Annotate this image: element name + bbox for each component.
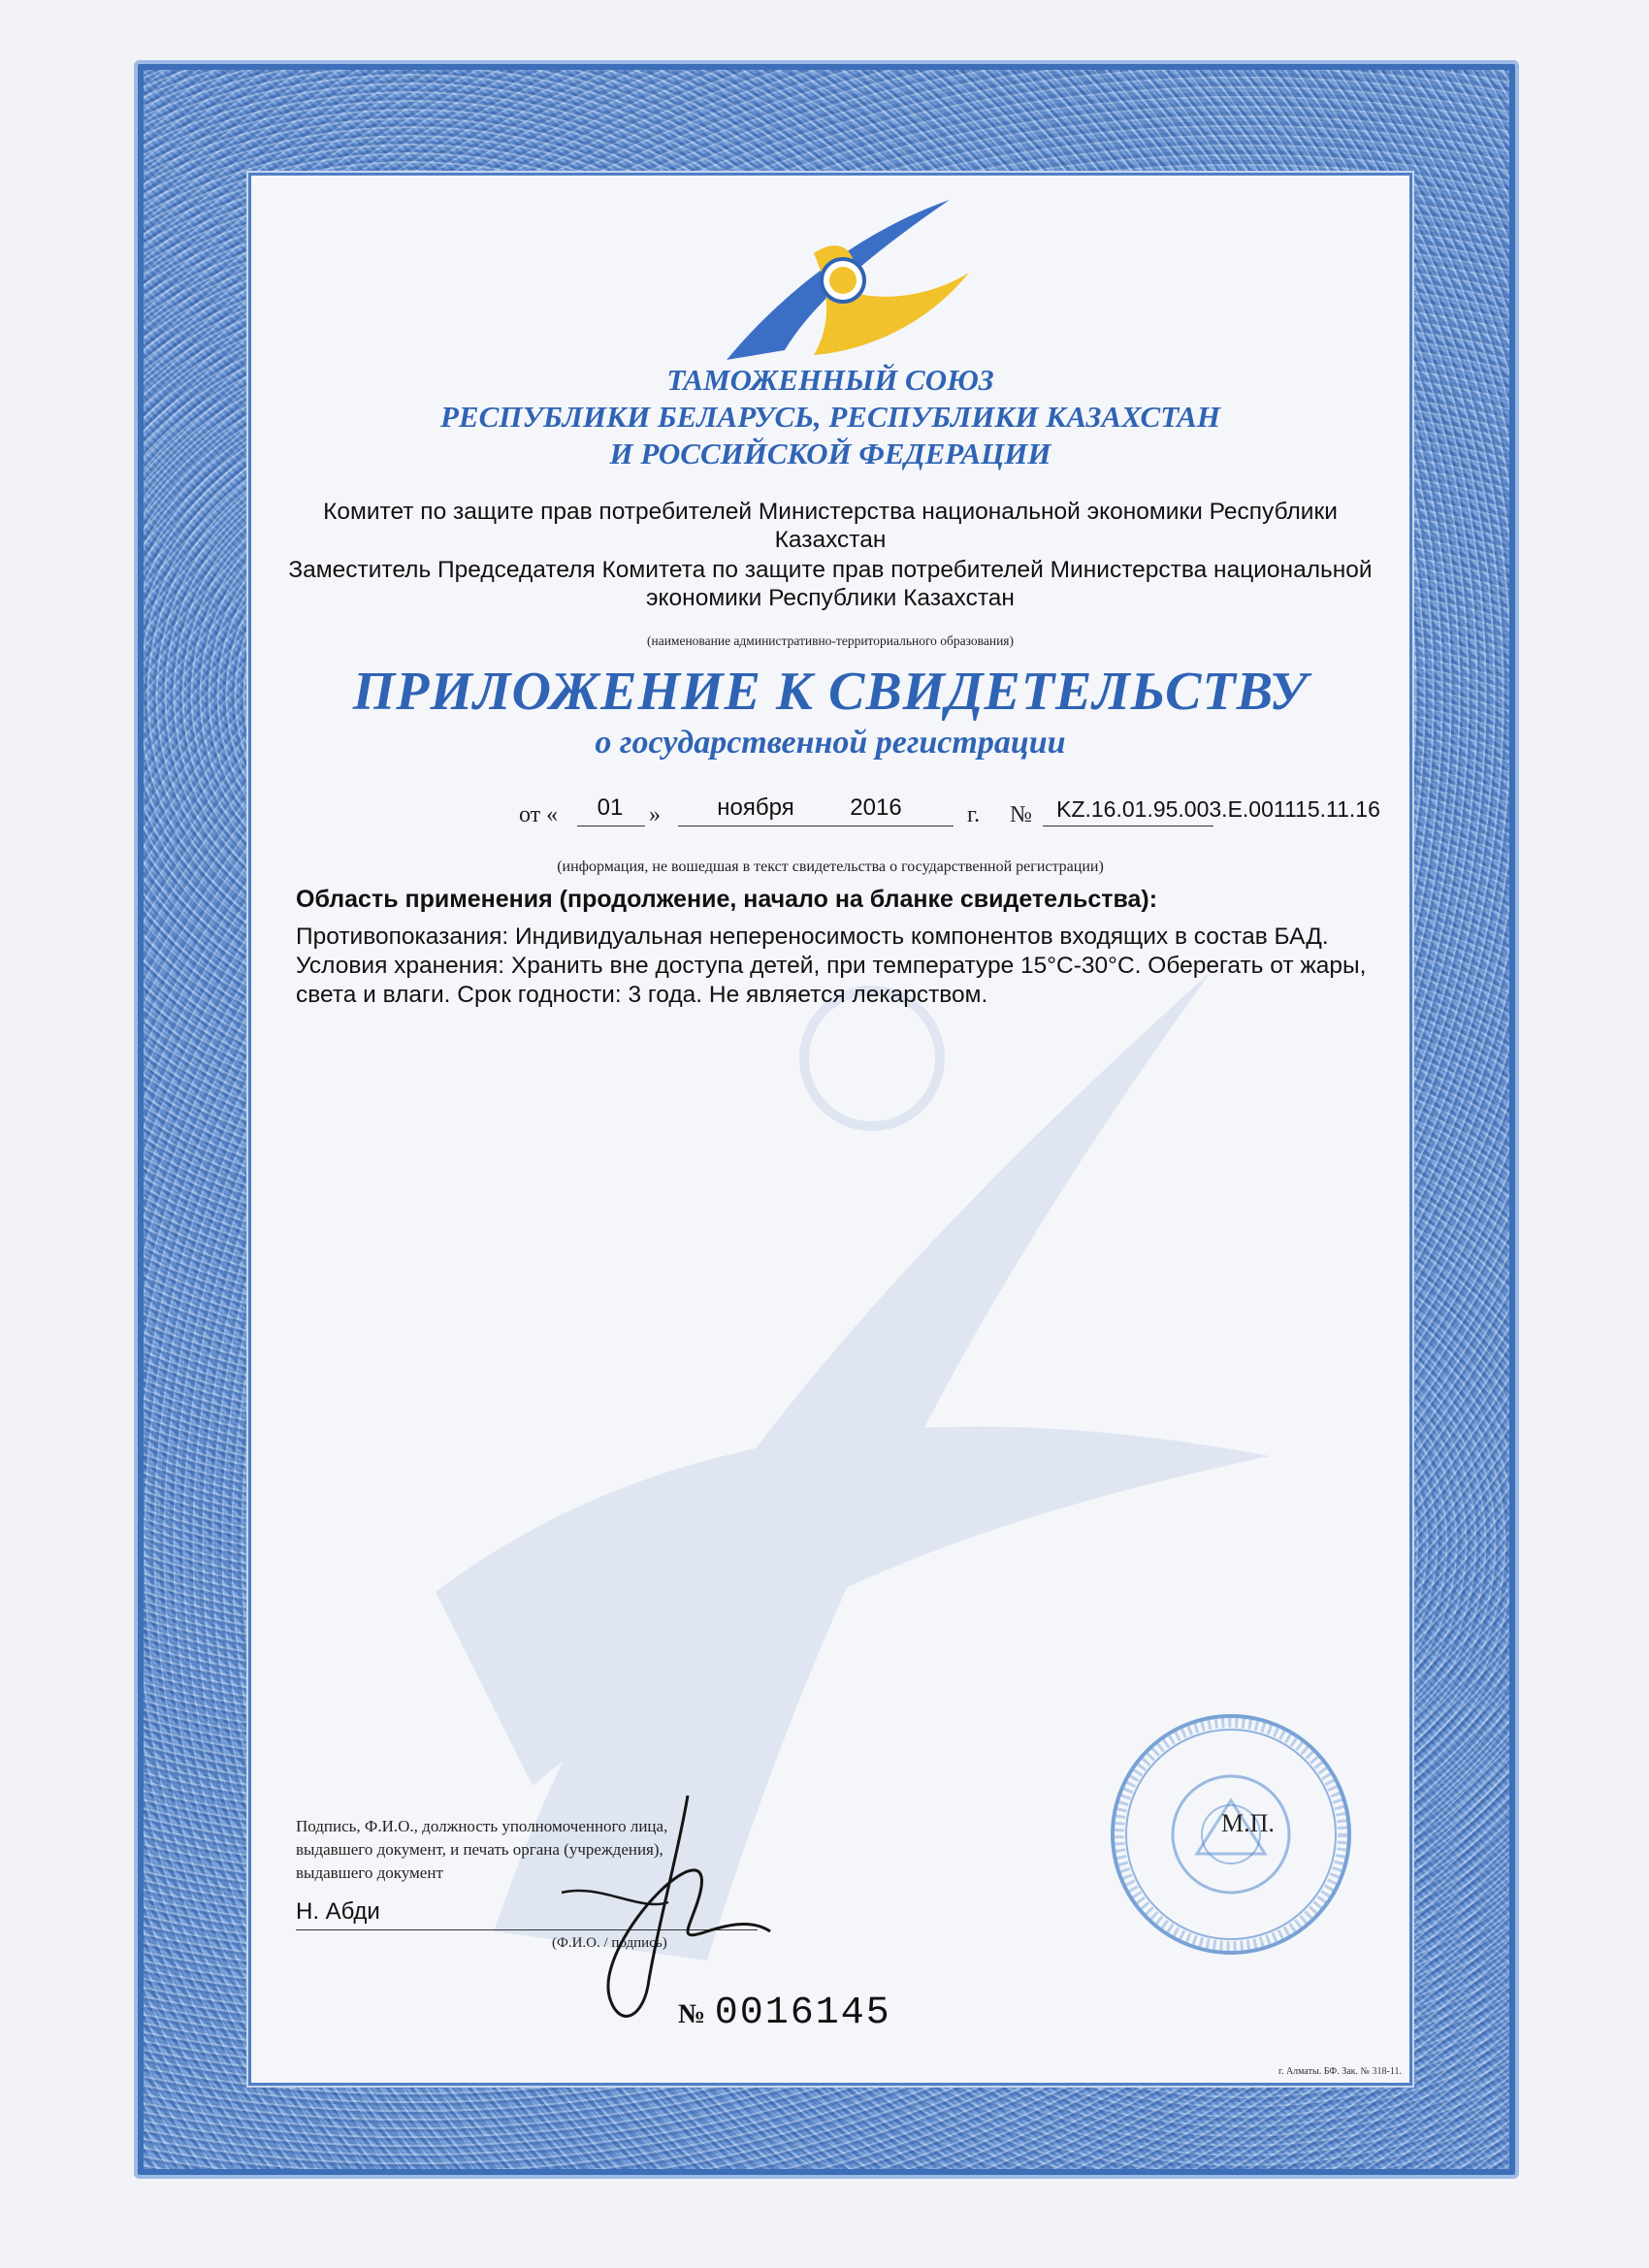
printer-note: г. Алматы. БФ. Зак. № 318-11. bbox=[1277, 2066, 1402, 2077]
date-year: 2016 bbox=[850, 794, 902, 821]
authority-line-1: Комитет по защите прав потребителей Министерства национальной экономики Республики bbox=[323, 499, 1338, 525]
signature-label-3: выдавшего документ bbox=[296, 1863, 443, 1882]
date-year-suffix: г. bbox=[967, 802, 981, 827]
union-title-line-2: РЕСПУБЛИКИ БЕЛАРУСЬ, РЕСПУБЛИКИ КАЗАХСТАН bbox=[439, 400, 1220, 434]
union-title-line-3: И РОССИЙСКОЙ ФЕДЕРАЦИИ bbox=[609, 437, 1051, 470]
authority-line-2: Казахстан bbox=[774, 527, 887, 553]
date-quote-close: » bbox=[649, 802, 661, 827]
number-sign: № bbox=[1010, 802, 1032, 827]
scope-line-3: света и влаги. Срок годности: 3 года. Не является лекарством. bbox=[296, 982, 988, 1008]
authority-line-3: Заместитель Председателя Комитета по защите прав потребителей Министерства национальной bbox=[288, 557, 1373, 583]
customs-union-emblem bbox=[707, 195, 979, 370]
scope-line-1: Противопоказания: Индивидуальная непереносимость компонентов входящих в состав БАД. bbox=[296, 923, 1329, 950]
form-number-value: 0016145 bbox=[714, 1992, 891, 2035]
signature-label-2: выдавшего документ, и печать органа (учреждения), bbox=[296, 1840, 663, 1859]
signatory-caption: (Ф.И.О. / подпись) bbox=[552, 1935, 667, 1951]
inner-panel bbox=[248, 173, 1412, 2086]
stamp-place-label: М.П. bbox=[1221, 1809, 1275, 1837]
authority-line-4: экономики Республики Казахстан bbox=[646, 585, 1015, 611]
date-prefix: от « bbox=[519, 802, 559, 827]
form-number-sign: № bbox=[678, 1999, 706, 2029]
date-month: ноября bbox=[717, 794, 794, 821]
form-number bbox=[678, 1992, 891, 2035]
union-title-line-1: ТАМОЖЕННЫЙ СОЮЗ bbox=[666, 363, 994, 397]
certificate-sheet bbox=[48, 0, 1600, 2268]
date-day: 01 bbox=[597, 794, 624, 821]
scope-heading: Область применения (продолжение, начало на бланке свидетельства): bbox=[296, 886, 1158, 913]
authority-caption: (наименование административно-территориального образования) bbox=[646, 633, 1015, 648]
document-title: ПРИЛОЖЕНИЕ К СВИДЕТЕЛЬСТВУ bbox=[352, 662, 1309, 722]
info-caption: (информация, не вошедшая в текст свидетельства о государственной регистрации) bbox=[557, 859, 1104, 875]
scope-line-2: Условия хранения: Хранить вне доступа детей, при температуре 15°C-30°C. Оберегать от жары, bbox=[296, 953, 1367, 979]
certificate-number: KZ.16.01.95.003.E.001115.11.16 bbox=[1056, 796, 1380, 822]
signatory-name: Н. Абди bbox=[296, 1898, 380, 1925]
signature-label-1: Подпись, Ф.И.О., должность уполномоченного лица, bbox=[296, 1817, 668, 1835]
document-subtitle: о государственной регистрации bbox=[595, 725, 1066, 761]
